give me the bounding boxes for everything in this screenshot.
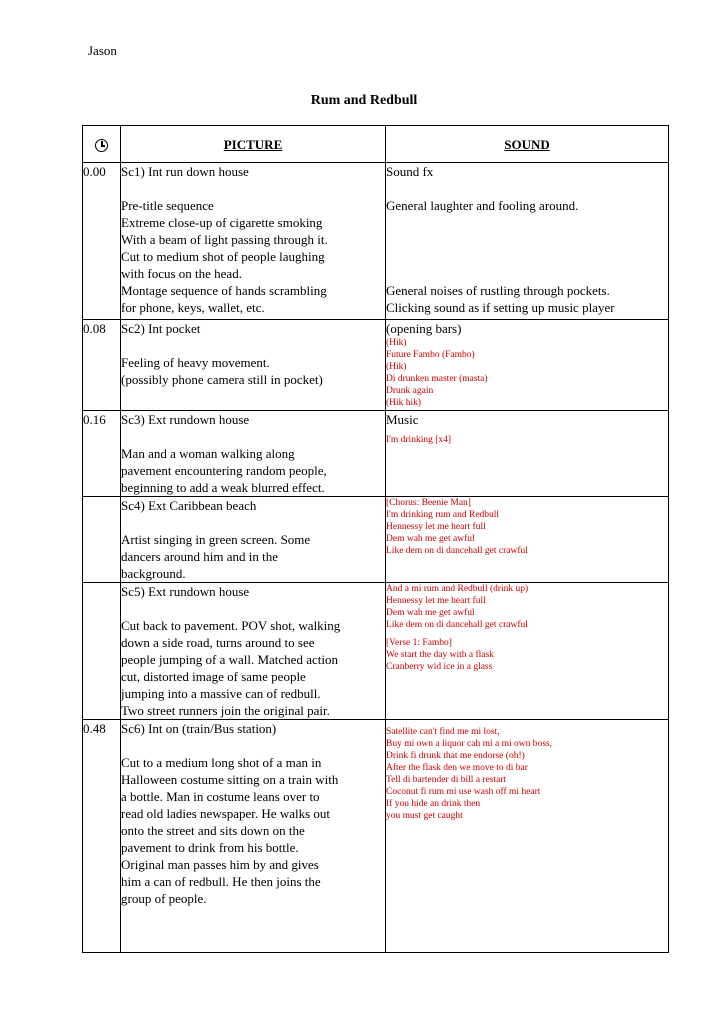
document-title: Rum and Redbull bbox=[310, 93, 418, 108]
lyric-line: I'm drinking rum and Redbull bbox=[386, 510, 500, 520]
timecode: 0.08 bbox=[83, 320, 121, 411]
picture-line: Sc5) Ext rundown house bbox=[121, 584, 250, 599]
picture-cell bbox=[121, 163, 386, 320]
lyric-line: And a mi rum and Redbull (drink up) bbox=[386, 584, 529, 594]
picture-cell bbox=[121, 411, 386, 497]
picture-line: jumping into a massive can of redbull. bbox=[121, 686, 321, 701]
picture-line: Sc4) Ext Caribbean beach bbox=[121, 498, 257, 513]
picture-line bbox=[121, 428, 385, 445]
lyric-line: (Hik) bbox=[386, 338, 407, 348]
lyric-line: Coconut fi rum mi use wash off mi heart bbox=[386, 787, 541, 797]
sound-line bbox=[386, 214, 668, 231]
lyric-line: Cranberry wid ice in a glass bbox=[386, 662, 493, 672]
picture-line: pavement to drink from his bottle. bbox=[121, 840, 299, 855]
picture-line: beginning to add a weak blurred effect. bbox=[121, 480, 325, 495]
lyric-line: After the flask den we move to di bar bbox=[386, 763, 528, 773]
lyric-line: (Hik) bbox=[386, 362, 407, 372]
picture-line bbox=[121, 514, 385, 531]
picture-cell bbox=[121, 583, 386, 720]
sound-cell bbox=[386, 497, 669, 583]
picture-header: PICTURE bbox=[121, 126, 386, 163]
lyric-line: Tell di bartender di bill a restart bbox=[386, 775, 507, 785]
timecode bbox=[83, 583, 121, 720]
picture-line: Extreme close-up of cigarette smoking bbox=[121, 215, 323, 230]
picture-line: people jumping of a wall. Matched action bbox=[121, 652, 338, 667]
scene-row bbox=[83, 583, 669, 720]
sound-line bbox=[386, 248, 668, 265]
sound-line bbox=[386, 231, 668, 248]
picture-line: (possibly phone camera still in pocket) bbox=[121, 372, 323, 387]
picture-line: background. bbox=[121, 566, 186, 581]
lyric-line: I'm drinking [x4] bbox=[386, 435, 452, 445]
sound-heading: Music bbox=[386, 412, 419, 427]
sound-header: SOUND bbox=[386, 126, 669, 163]
picture-line: dancers around him and in the bbox=[121, 549, 279, 564]
sound-cell bbox=[386, 411, 669, 497]
lyric-line: Buy mi own a liquor cah mi a mi own boss, bbox=[386, 739, 552, 749]
timecode: 0.16 bbox=[83, 411, 121, 497]
picture-line: Man and a woman walking along bbox=[121, 446, 295, 461]
scene-row bbox=[83, 163, 669, 320]
sound-line bbox=[386, 180, 668, 197]
picture-line: Sc6) Int on (train/Bus station) bbox=[121, 721, 277, 736]
clock-icon bbox=[95, 139, 108, 152]
sound-line bbox=[386, 265, 668, 282]
sound-line: Clicking sound as if setting up music player bbox=[386, 300, 615, 315]
picture-cell bbox=[121, 320, 386, 411]
lyric-line: [Chorus: Beenie Man] bbox=[386, 498, 471, 508]
timecode: 0.48 bbox=[83, 720, 121, 953]
lyric-line: We start the day with a flask bbox=[386, 650, 494, 660]
picture-line: Original man passes him by and gives bbox=[121, 857, 319, 872]
picture-line: Pre-title sequence bbox=[121, 198, 214, 213]
picture-line bbox=[121, 180, 385, 197]
lyric-line: Dem wah me get awful bbox=[386, 534, 475, 544]
lyric-line: Like dem on di dancehall get crawful bbox=[386, 546, 528, 556]
lyric-line: If you hide an drink then bbox=[386, 799, 481, 809]
picture-line: Halloween costume sitting on a train with bbox=[121, 772, 339, 787]
picture-line: Cut to a medium long shot of a man in bbox=[121, 755, 322, 770]
lyric-line: Dem wah me get awful bbox=[386, 608, 475, 618]
picture-line bbox=[121, 737, 385, 754]
scene-row bbox=[83, 411, 669, 497]
lyric-line: Satellite can't find me mi lost, bbox=[386, 727, 500, 737]
time-header bbox=[83, 126, 121, 163]
lyric-line: you must get caught bbox=[386, 811, 463, 821]
picture-line: cut, distorted image of same people bbox=[121, 669, 306, 684]
timecode: 0.00 bbox=[83, 163, 121, 320]
sound-cell bbox=[386, 163, 669, 320]
picture-line bbox=[121, 337, 385, 354]
picture-line: read old ladies newspaper. He walks out bbox=[121, 806, 331, 821]
picture-line: Artist singing in green screen. Some bbox=[121, 532, 311, 547]
scene-row bbox=[83, 320, 669, 411]
picture-line: Cut to medium shot of people laughing bbox=[121, 249, 325, 264]
picture-line: Feeling of heavy movement. bbox=[121, 355, 270, 370]
sound-line: General laughter and fooling around. bbox=[386, 198, 579, 213]
picture-line: him a can of redbull. He then joins the bbox=[121, 874, 321, 889]
script-table bbox=[82, 125, 669, 953]
lyric-line: Like dem on di dancehall get crawful bbox=[386, 620, 528, 630]
lyric-line: Drink fi drunk that me endorse (oh!) bbox=[386, 751, 525, 761]
picture-line: group of people. bbox=[121, 891, 207, 906]
lyric-line: Hennessy let me heart full bbox=[386, 522, 486, 532]
picture-line: Sc1) Int run down house bbox=[121, 164, 249, 179]
author-name: Jason bbox=[88, 43, 117, 58]
sound-line: General noises of rustling through pockets. bbox=[386, 283, 610, 298]
picture-cell bbox=[121, 497, 386, 583]
picture-line: with focus on the head. bbox=[121, 266, 242, 281]
sound-cell bbox=[386, 583, 669, 720]
timecode bbox=[83, 497, 121, 583]
picture-line: for phone, keys, wallet, etc. bbox=[121, 300, 265, 315]
picture-line bbox=[121, 600, 385, 617]
picture-line: a bottle. Man in costume leans over to bbox=[121, 789, 320, 804]
lyric-line: Drunk again bbox=[386, 386, 434, 396]
sound-heading: (opening bars) bbox=[386, 321, 462, 336]
picture-line: Montage sequence of hands scrambling bbox=[121, 283, 327, 298]
lyric-line: Hennessy let me heart full bbox=[386, 596, 486, 606]
sound-cell bbox=[386, 720, 669, 953]
scene-row bbox=[83, 497, 669, 583]
lyric-line: [Verse 1: Fambo] bbox=[386, 638, 452, 648]
picture-cell bbox=[121, 720, 386, 953]
picture-line: onto the street and sits down on the bbox=[121, 823, 305, 838]
table-header-row bbox=[83, 126, 669, 163]
picture-line: Cut back to pavement. POV shot, walking bbox=[121, 618, 341, 633]
lyric-line: Di drunken master (masta) bbox=[386, 374, 488, 384]
lyric-line: (Hik hik) bbox=[386, 398, 422, 408]
sound-cell bbox=[386, 320, 669, 411]
scene-row bbox=[83, 720, 669, 953]
picture-line: With a beam of light passing through it. bbox=[121, 232, 328, 247]
lyric-line: Future Fambo (Fambo) bbox=[386, 350, 475, 360]
picture-line: Two street runners join the original pair. bbox=[121, 703, 330, 718]
picture-line: Sc3) Ext rundown house bbox=[121, 412, 250, 427]
picture-line: Sc2) Int pocket bbox=[121, 321, 201, 336]
sound-line: Sound fx bbox=[386, 164, 434, 179]
picture-line: pavement encountering random people, bbox=[121, 463, 327, 478]
picture-line: down a side road, turns around to see bbox=[121, 635, 315, 650]
